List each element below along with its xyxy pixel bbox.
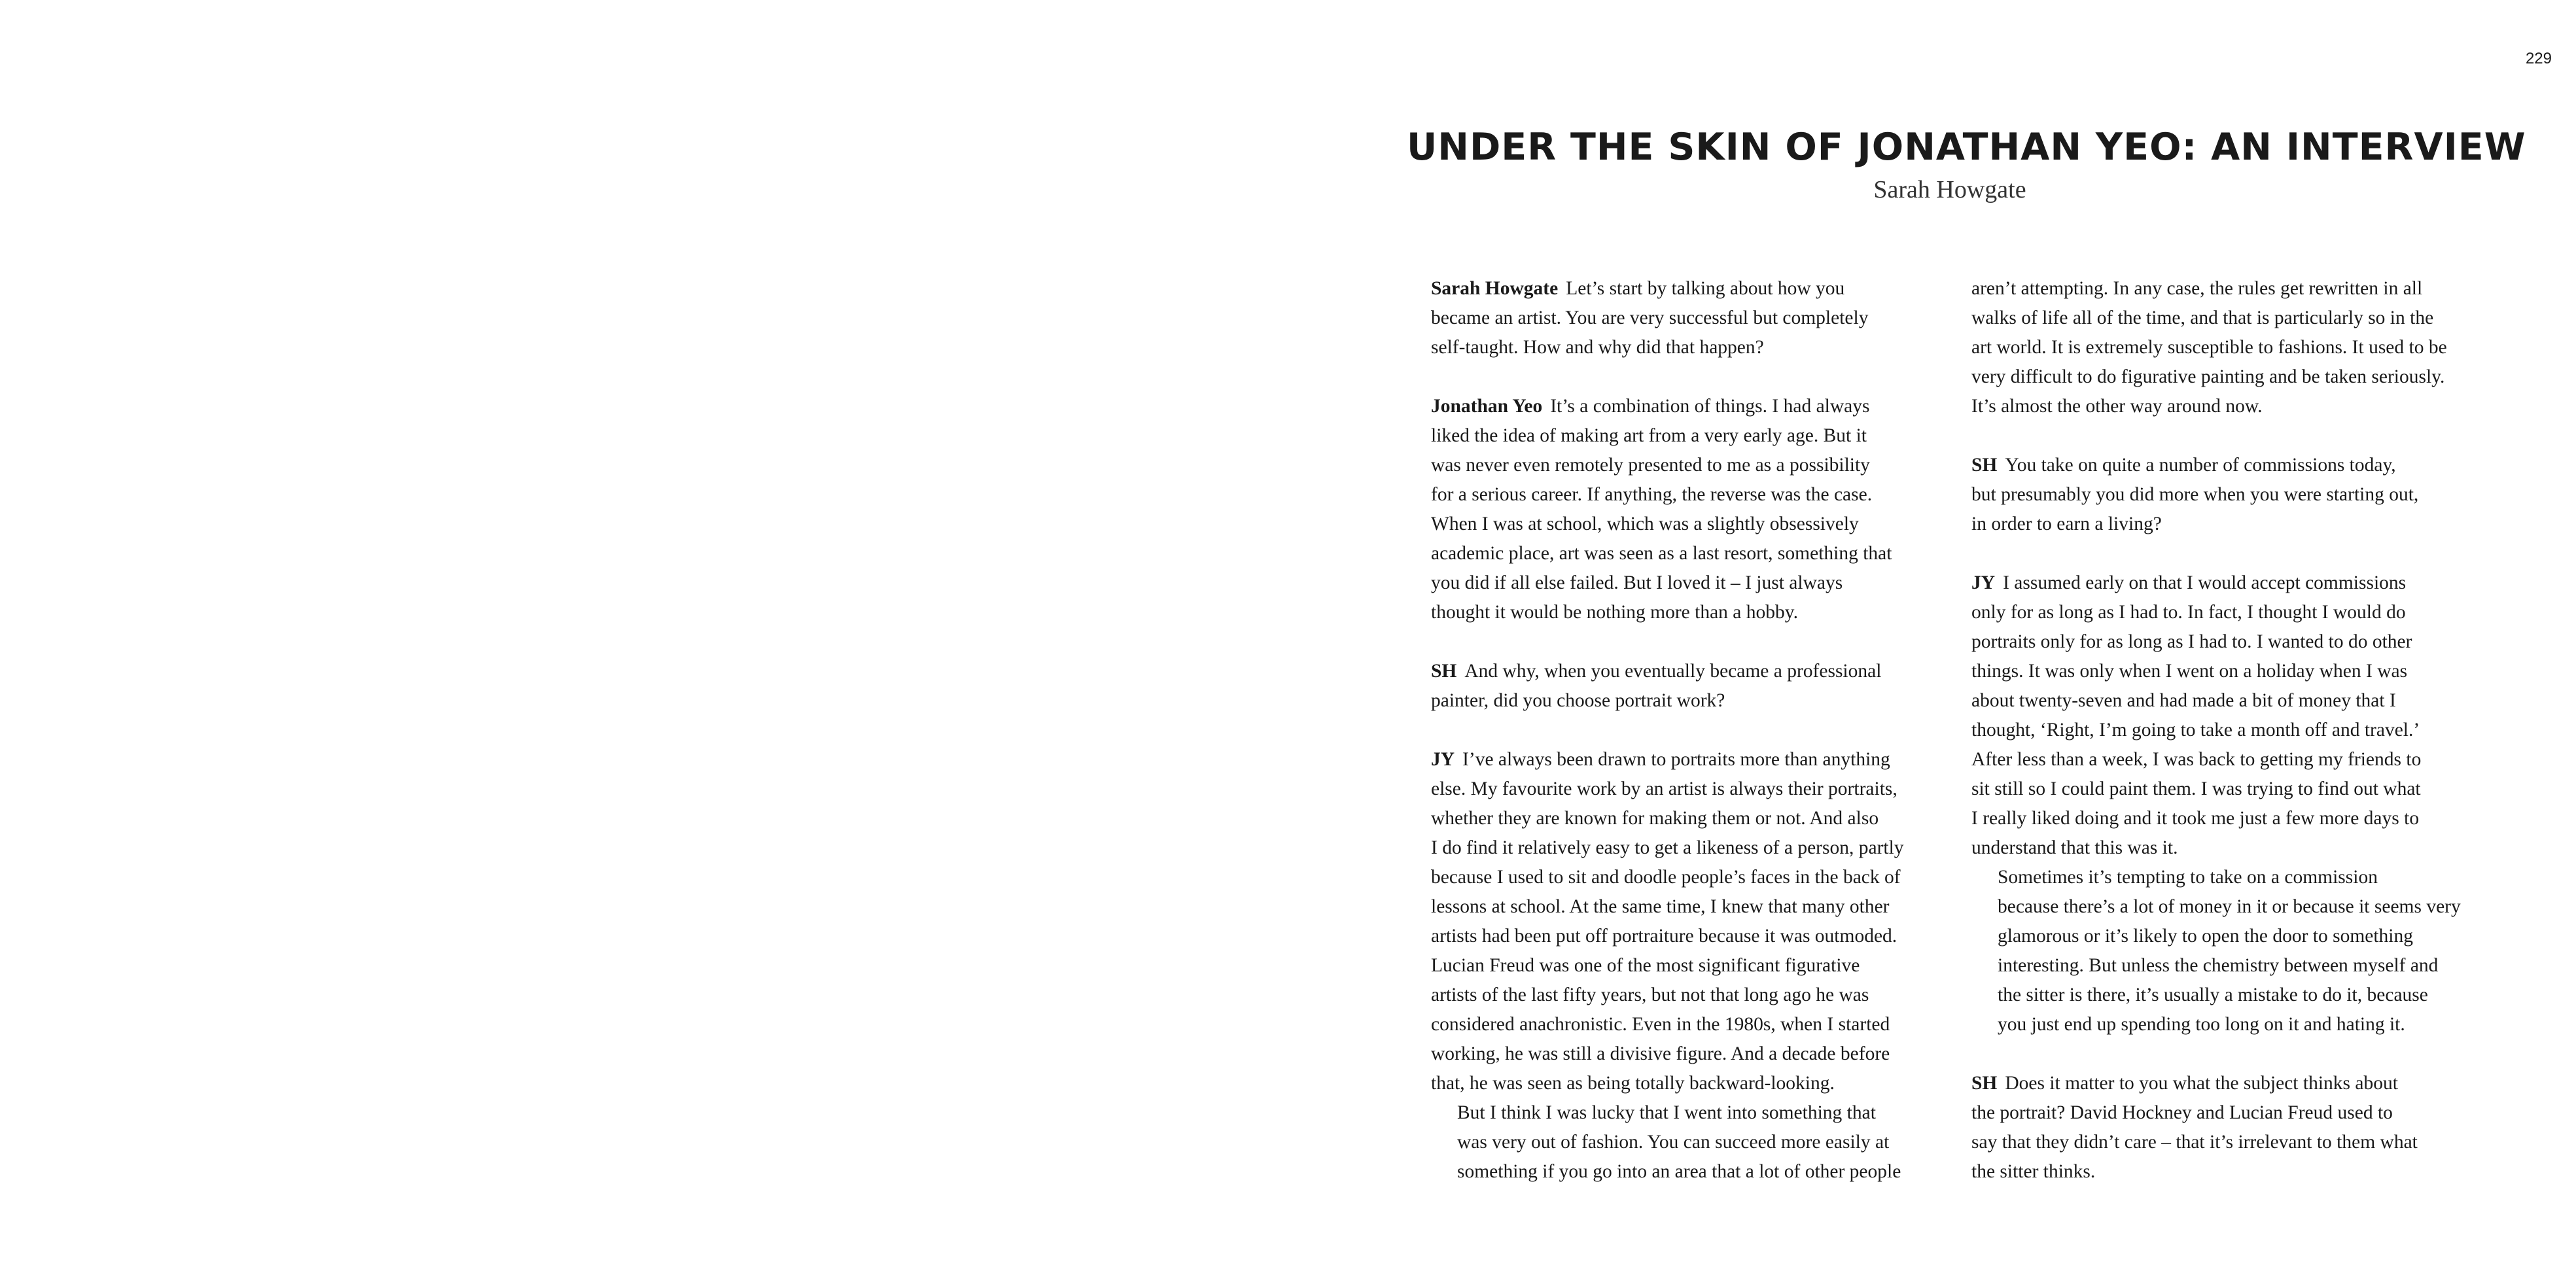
text-line: painter, did you choose portrait work?: [1431, 690, 1725, 711]
page-number: 229: [2525, 50, 2552, 67]
speaker-name: SH: [1971, 455, 1998, 476]
text-line: sit still so I could paint them. I was trying to find out what: [1971, 778, 2421, 799]
text-line: Let’s start by talking about how you: [1566, 278, 1845, 299]
text-line: in order to earn a living?: [1971, 513, 2162, 534]
text-line: something if you go into an area that a lot of other people: [1457, 1161, 1901, 1182]
text-line: things. It was only when I went on a holiday when I was: [1971, 661, 2408, 682]
speaker-name: Jonathan Yeo: [1431, 396, 1543, 417]
text-line: When I was at school, which was a slightly obsessively: [1431, 513, 1859, 534]
article-author: Sarah Howgate: [1873, 176, 2026, 203]
text-line: After less than a week, I was back to getting my friends to: [1971, 749, 2422, 770]
text-line: interesting. But unless the chemistry between myself and: [1998, 955, 2439, 976]
speaker-name: SH: [1971, 1073, 1998, 1094]
right-column: [1971, 274, 2479, 1216]
text-line: because there’s a lot of money in it or because it seems very: [1998, 896, 2461, 917]
interview-paragraph: [1971, 274, 2479, 421]
speaker-name: Sarah Howgate: [1431, 278, 1559, 299]
text-line: You take on quite a number of commissions today,: [2005, 455, 2396, 476]
text-line: Does it matter to you what the subject thinks about: [2005, 1073, 2398, 1094]
text-line: liked the idea of making art from a very early age. But it: [1431, 425, 1867, 446]
text-line: that, he was seen as being totally backward-looking.: [1431, 1073, 1835, 1094]
text-line: Sometimes it’s tempting to take on a commission: [1998, 867, 2378, 888]
text-line: understand that this was it.: [1971, 837, 2178, 858]
interview-paragraph: [1971, 1069, 2479, 1187]
text-line: artists of the last fifty years, but not that long ago he was: [1431, 984, 1869, 1005]
text-line: academic place, art was seen as a last resort, something that: [1431, 543, 1892, 564]
text-line: say that they didn’t care – that it’s irrelevant to them what: [1971, 1132, 2418, 1153]
text-line: about twenty-seven and had made a bit of money that I: [1971, 690, 2396, 711]
text-line: art world. It is extremely susceptible to fashions. It used to be: [1971, 337, 2447, 358]
interview-paragraph: [1431, 657, 1938, 716]
text-line: Lucian Freud was one of the most significant figurative: [1431, 955, 1860, 976]
text-line: It’s almost the other way around now.: [1971, 396, 2263, 417]
interview-paragraph: [1971, 568, 2479, 863]
text-line: It’s a combination of things. I had always: [1550, 396, 1870, 417]
text-line: the portrait? David Hockney and Lucian Freud used to: [1971, 1102, 2393, 1123]
interview-paragraph: [1431, 392, 1938, 627]
speaker-name: JY: [1431, 749, 1455, 770]
text-line: walks of life all of the time, and that is particularly so in the: [1971, 307, 2434, 328]
text-line: portraits only for as long as I had to. I wanted to do other: [1971, 631, 2412, 652]
text-line: became an artist. You are very successful but completely: [1431, 307, 1869, 328]
text-line: I do find it relatively easy to get a likeness of a person, partly: [1431, 837, 1904, 858]
article-title: UNDER THE SKIN OF JONATHAN YEO: AN INTERVIEW: [1407, 126, 2526, 169]
text-line: glamorous or it’s likely to open the door to something: [1998, 926, 2413, 947]
text-line: whether they are known for making them or not. And also: [1431, 808, 1879, 829]
text-line: you did if all else failed. But I loved it – I just always: [1431, 572, 1843, 593]
text-line: the sitter thinks.: [1971, 1161, 2096, 1182]
text-line: And why, when you eventually became a professional: [1464, 661, 1882, 682]
text-line: working, he was still a divisive figure. And a decade before: [1431, 1043, 1890, 1064]
text-line: I’ve always been drawn to portraits more than anything: [1462, 749, 1890, 770]
text-line: very difficult to do figurative painting and be taken seriously.: [1971, 366, 2445, 387]
text-line: artists had been put off portraiture because it was outmoded.: [1431, 926, 1897, 947]
text-line: I assumed early on that I would accept commissions: [2003, 572, 2407, 593]
text-line: else. My favourite work by an artist is always their portraits,: [1431, 778, 1897, 799]
text-line: But I think I was lucky that I went into something that: [1457, 1102, 1876, 1123]
text-line: for a serious career. If anything, the reverse was the case.: [1431, 484, 1873, 505]
interview-paragraph: [1431, 274, 1938, 362]
text-line: only for as long as I had to. In fact, I thought I would do: [1971, 602, 2406, 623]
text-line: lessons at school. At the same time, I knew that many other: [1431, 896, 1890, 917]
text-line: self-taught. How and why did that happen?: [1431, 337, 1764, 358]
text-line: considered anachronistic. Even in the 1980s, when I started: [1431, 1014, 1890, 1035]
text-line: was very out of fashion. You can succeed more easily at: [1457, 1132, 1890, 1153]
speaker-name: SH: [1431, 661, 1457, 682]
interview-paragraph: [1431, 1098, 1938, 1187]
text-line: thought, ‘Right, I’m going to take a month off and travel.’: [1971, 720, 2420, 740]
interview-paragraph: [1971, 451, 2479, 539]
text-line: you just end up spending too long on it and hating it.: [1998, 1014, 2405, 1035]
text-line: I really liked doing and it took me just a few more days to: [1971, 808, 2420, 829]
speaker-name: JY: [1971, 572, 1996, 593]
interview-paragraph: [1971, 863, 2479, 1039]
interview-paragraph: [1431, 745, 1938, 1098]
text-line: thought it would be nothing more than a hobby.: [1431, 602, 1798, 623]
text-line: was never even remotely presented to me as a possibility: [1431, 455, 1870, 476]
text-line: because I used to sit and doodle people’s faces in the back of: [1431, 867, 1901, 888]
text-line: but presumably you did more when you were starting out,: [1971, 484, 2419, 505]
text-line: the sitter is there, it’s usually a mistake to do it, because: [1998, 984, 2428, 1005]
left-column: [1431, 274, 1938, 1187]
text-line: aren’t attempting. In any case, the rules get rewritten in all: [1971, 278, 2423, 299]
